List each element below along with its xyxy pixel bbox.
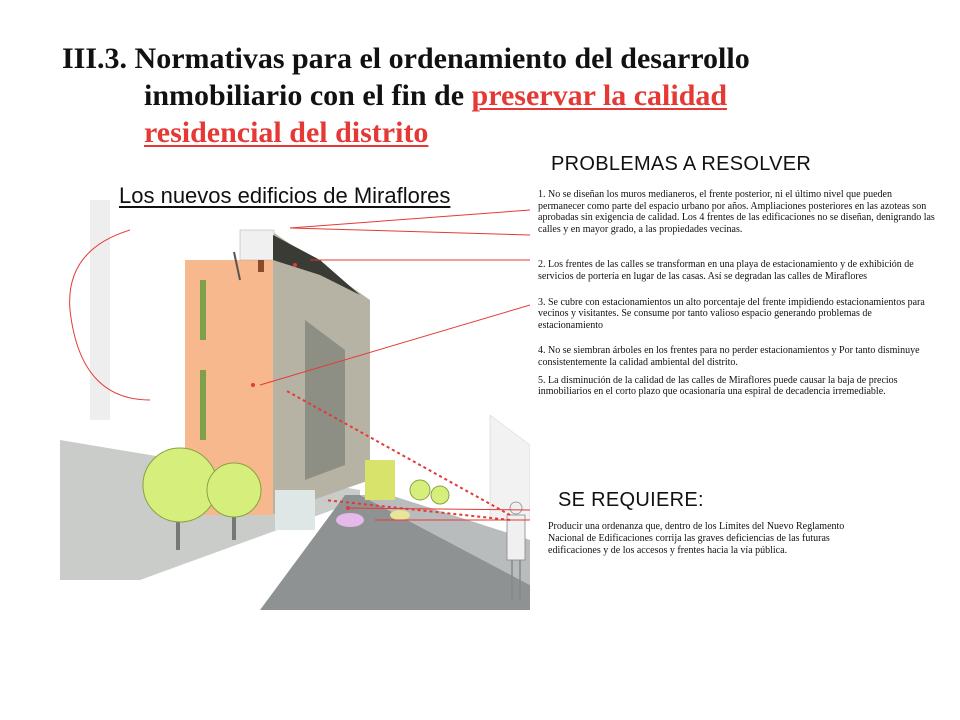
chimney	[258, 260, 264, 272]
car	[336, 513, 364, 527]
problems-list	[538, 189, 938, 412]
problems-heading: PROBLEMAS A RESOLVER	[551, 153, 812, 175]
entrance	[275, 490, 315, 530]
tree	[431, 486, 449, 504]
problem-item: 4. No se siembran árboles en los frentes para no perder estacionamientos y Por tanto disminuye consistentemente la calidad ambiental del distrito.	[538, 345, 920, 368]
rooftop-box	[240, 230, 274, 260]
tree	[410, 480, 430, 500]
illustration-caption: Los nuevos edificios de Miraflores	[119, 183, 451, 208]
requirement-heading: SE REQUIERE:	[558, 489, 704, 511]
problem-item: 2. Los frentes de las calles se transforman en una playa de estacionamiento y de exhibición de servicios de portería en lugar de las casas. Así se degradan las calles de Miraflores	[538, 259, 914, 282]
small-building	[365, 460, 395, 500]
car	[390, 510, 410, 520]
title-highlight-1: preservar la calidad	[471, 79, 728, 112]
problem-item: 3. Se cubre con estacionamientos un alto porcentaje del frente impidiendo estacionamientos para vecinos y visitantes. Se consume por tanto valioso espacio generando problemas de estacionamiento	[538, 296, 925, 331]
problem-item: 1. No se diseñan los muros medianeros, el frente posterior, ni el último nivel que pueden permanecer como parte del espacio urbano por años. Ampliaciones posteriores en las azoteas son aprobadas sin exigencia de calidad. Los 4 frentes de las edificaciones no se diseñan, denigrando las calles y en mayor grado, a las propiedades vecinas.	[538, 189, 935, 235]
requirement-text: Producir una ordenanza que, dentro de los Límites del Nuevo Reglamento Nacional de Edificaciones corrija las graves deficiencias de las futuras edificaciones y de los accesos y frentes hacia la vía pública.	[548, 521, 845, 556]
tree	[143, 448, 217, 522]
title-highlight-2: residencial del distrito	[144, 116, 429, 149]
tree	[207, 463, 261, 517]
title-line-3	[62, 114, 922, 151]
slide-title	[62, 40, 922, 151]
problem-item: 5. La disminución de la calidad de las calles de Miraflores puede causar la baja de precios inmobiliarios en el corto plazo que ocasionaría una espiral de decadencia irremediable.	[538, 374, 898, 398]
right-building	[490, 415, 530, 520]
background-building	[90, 200, 110, 420]
person-body	[507, 515, 525, 560]
person-head	[510, 502, 522, 514]
title-line-1: III.3. Normativas para el ordenamiento del desarrollo	[62, 42, 750, 75]
front-window	[200, 370, 206, 440]
title-line-2-text: inmobiliario con el fin de	[144, 79, 472, 112]
title-line-2	[62, 77, 922, 114]
front-window	[200, 280, 206, 340]
building-illustration	[60, 190, 530, 610]
